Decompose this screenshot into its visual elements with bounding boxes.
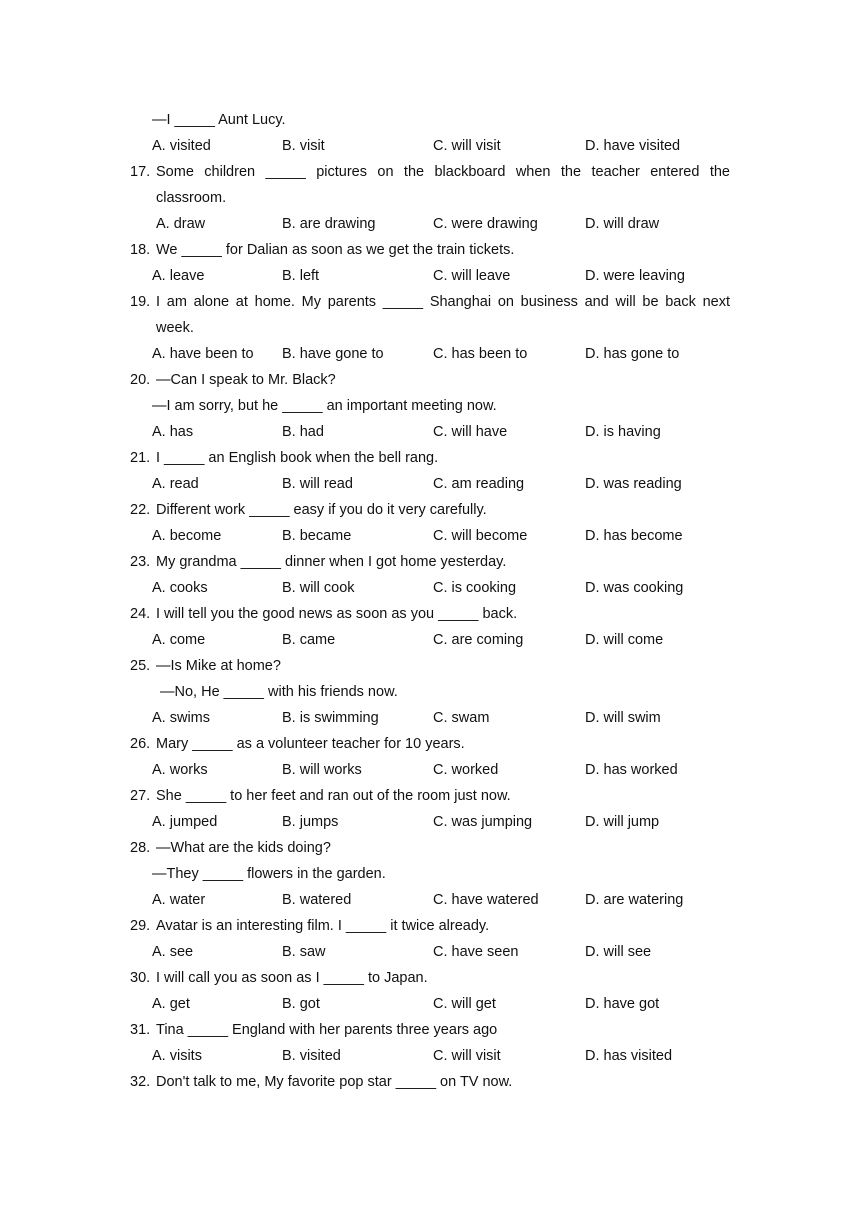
- option-a[interactable]: A. have been to: [152, 346, 254, 362]
- continuation-text: week.: [156, 320, 194, 336]
- option-a[interactable]: A. get: [152, 996, 190, 1012]
- dialog-text: —They _____ flowers in the garden.: [152, 866, 386, 882]
- option-b[interactable]: B. visit: [282, 138, 325, 154]
- option-b[interactable]: B. will read: [282, 476, 353, 492]
- option-c[interactable]: C. will leave: [433, 268, 511, 284]
- option-c[interactable]: C. were drawing: [433, 216, 538, 232]
- dialog-text: —No, He _____ with his friends now.: [160, 684, 398, 700]
- options-row: [130, 344, 730, 364]
- option-a[interactable]: A. jumped: [152, 814, 218, 830]
- option-b[interactable]: B. became: [282, 528, 352, 544]
- option-a[interactable]: A. works: [152, 762, 208, 778]
- option-b[interactable]: B. jumps: [282, 814, 339, 830]
- question-continuation: [130, 318, 730, 338]
- option-d[interactable]: D. will see: [585, 944, 652, 960]
- option-d[interactable]: D. has visited: [585, 1048, 673, 1064]
- option-a[interactable]: A. draw: [156, 216, 206, 232]
- question-stem: My grandma _____ dinner when I got home yesterday.: [156, 554, 507, 570]
- question-stem: —Can I speak to Mr. Black?: [156, 372, 336, 388]
- option-b[interactable]: B. visited: [282, 1048, 341, 1064]
- question-stem: Avatar is an interesting film. I _____ it twice already.: [156, 918, 490, 934]
- question-number: 30.: [130, 970, 151, 986]
- question-stem: —Is Mike at home?: [156, 658, 281, 674]
- option-d[interactable]: D. will swim: [585, 710, 661, 726]
- option-c[interactable]: C. will visit: [433, 138, 501, 154]
- option-c[interactable]: C. is cooking: [433, 580, 517, 596]
- option-b[interactable]: B. left: [282, 268, 320, 284]
- options-row: [130, 630, 730, 650]
- question-25: [130, 656, 730, 676]
- option-c[interactable]: C. have seen: [433, 944, 519, 960]
- dialog-text: —I _____ Aunt Lucy.: [152, 112, 286, 128]
- option-d[interactable]: D. have visited: [585, 138, 681, 154]
- question-stem: —What are the kids doing?: [156, 840, 331, 856]
- option-b[interactable]: B. watered: [282, 892, 352, 908]
- option-c[interactable]: C. will have: [433, 424, 508, 440]
- option-c[interactable]: C. have watered: [433, 892, 539, 908]
- question-17: [130, 162, 730, 182]
- question-28: [130, 838, 730, 858]
- option-a[interactable]: A. read: [152, 476, 199, 492]
- question-number: 19.: [130, 294, 151, 310]
- options-row: [130, 474, 730, 494]
- option-d[interactable]: D. was cooking: [585, 580, 684, 596]
- options-row: [130, 942, 730, 962]
- option-b[interactable]: B. will works: [282, 762, 362, 778]
- options-row: [130, 422, 730, 442]
- option-a[interactable]: A. come: [152, 632, 206, 648]
- option-a[interactable]: A. cooks: [152, 580, 208, 596]
- question-20: [130, 370, 730, 390]
- question-27: [130, 786, 730, 806]
- option-c[interactable]: C. will become: [433, 528, 528, 544]
- option-b[interactable]: B. will cook: [282, 580, 355, 596]
- option-b[interactable]: B. came: [282, 632, 336, 648]
- option-b[interactable]: B. have gone to: [282, 346, 384, 362]
- question-continuation: [130, 188, 730, 208]
- option-d[interactable]: D. will draw: [585, 216, 660, 232]
- option-d[interactable]: D. are watering: [585, 892, 684, 908]
- options-row: [130, 994, 730, 1014]
- option-d[interactable]: D. will come: [585, 632, 664, 648]
- option-b[interactable]: B. got: [282, 996, 320, 1012]
- option-c[interactable]: C. worked: [433, 762, 499, 778]
- question-number: 18.: [130, 242, 151, 258]
- dialog-line: [130, 682, 730, 702]
- question-number: 25.: [130, 658, 151, 674]
- options-row: [130, 266, 730, 286]
- option-b[interactable]: B. is swimming: [282, 710, 379, 726]
- question-23: [130, 552, 730, 572]
- option-d[interactable]: D. is having: [585, 424, 661, 440]
- question-stem: I will call you as soon as I _____ to Japan.: [156, 970, 428, 986]
- dialog-line: [130, 864, 730, 884]
- option-b[interactable]: B. are drawing: [282, 216, 376, 232]
- option-c[interactable]: C. swam: [433, 710, 490, 726]
- question-number: 22.: [130, 502, 151, 518]
- dialog-line: [130, 396, 730, 416]
- options-row: [130, 760, 730, 780]
- question-stem: Don't talk to me, My favorite pop star _____ on TV now.: [156, 1074, 513, 1090]
- question-stem: I _____ an English book when the bell rang.: [156, 450, 439, 466]
- question-number: 31.: [130, 1022, 151, 1038]
- option-c[interactable]: C. was jumping: [433, 814, 533, 830]
- option-d[interactable]: D. have got: [585, 996, 660, 1012]
- question-21: [130, 448, 730, 468]
- question-stem: She _____ to her feet and ran out of the room just now.: [156, 788, 511, 804]
- question-stem: We _____ for Dalian as soon as we get the train tickets.: [156, 242, 515, 258]
- option-d[interactable]: D. has worked: [585, 762, 678, 778]
- option-a[interactable]: A. see: [152, 944, 194, 960]
- option-d[interactable]: D. was reading: [585, 476, 682, 492]
- option-a[interactable]: A. has: [152, 424, 194, 440]
- option-d[interactable]: D. has gone to: [585, 346, 680, 362]
- option-a[interactable]: A. visited: [152, 138, 211, 154]
- dialog-text: —I am sorry, but he _____ an important meeting now.: [152, 398, 497, 414]
- option-c[interactable]: C. are coming: [433, 632, 524, 648]
- options-row: [130, 526, 730, 546]
- question-stem: Tina _____ England with her parents three years ago: [156, 1022, 498, 1038]
- question-24: [130, 604, 730, 624]
- question-19: [130, 292, 730, 312]
- option-b[interactable]: B. had: [282, 424, 324, 440]
- options-row: [130, 1046, 730, 1066]
- question-number: 21.: [130, 450, 151, 466]
- dialog-line: [130, 110, 730, 130]
- question-number: 32.: [130, 1074, 151, 1090]
- option-a[interactable]: A. water: [152, 892, 206, 908]
- options-row: [130, 214, 730, 234]
- question-30: [130, 968, 730, 988]
- question-stem: Some children _____ pictures on the blackboard when the teacher entered the: [156, 164, 730, 180]
- option-c[interactable]: C. am reading: [433, 476, 525, 492]
- question-stem: Different work _____ easy if you do it very carefully.: [156, 502, 487, 518]
- question-31: [130, 1020, 730, 1040]
- option-b[interactable]: B. saw: [282, 944, 326, 960]
- option-a[interactable]: A. visits: [152, 1048, 202, 1064]
- question-stem: I will tell you the good news as soon as you _____ back.: [156, 606, 518, 622]
- options-row: [130, 812, 730, 832]
- options-row: [130, 578, 730, 598]
- question-number: 26.: [130, 736, 151, 752]
- question-26: [130, 734, 730, 754]
- question-number: 23.: [130, 554, 151, 570]
- question-stem: I am alone at home. My parents _____ Shanghai on business and will be back next: [156, 294, 730, 310]
- question-number: 28.: [130, 840, 151, 856]
- options-row: [130, 708, 730, 728]
- question-22: [130, 500, 730, 520]
- option-a[interactable]: A. swims: [152, 710, 210, 726]
- question-stem: Mary _____ as a volunteer teacher for 10 years.: [156, 736, 465, 752]
- continuation-text: classroom.: [156, 190, 227, 206]
- option-a[interactable]: A. leave: [152, 268, 205, 284]
- question-number: 27.: [130, 788, 151, 804]
- option-d[interactable]: D. has become: [585, 528, 683, 544]
- options-row: [130, 136, 730, 156]
- options-row: [130, 890, 730, 910]
- question-32: [130, 1072, 730, 1092]
- option-a[interactable]: A. become: [152, 528, 222, 544]
- option-d[interactable]: D. were leaving: [585, 268, 685, 284]
- question-29: [130, 916, 730, 936]
- option-c[interactable]: C. will get: [433, 996, 496, 1012]
- option-d[interactable]: D. will jump: [585, 814, 660, 830]
- question-number: 20.: [130, 372, 151, 388]
- option-c[interactable]: C. has been to: [433, 346, 528, 362]
- question-18: [130, 240, 730, 260]
- question-number: 24.: [130, 606, 151, 622]
- question-number: 29.: [130, 918, 151, 934]
- option-c[interactable]: C. will visit: [433, 1048, 501, 1064]
- question-number: 17.: [130, 164, 151, 180]
